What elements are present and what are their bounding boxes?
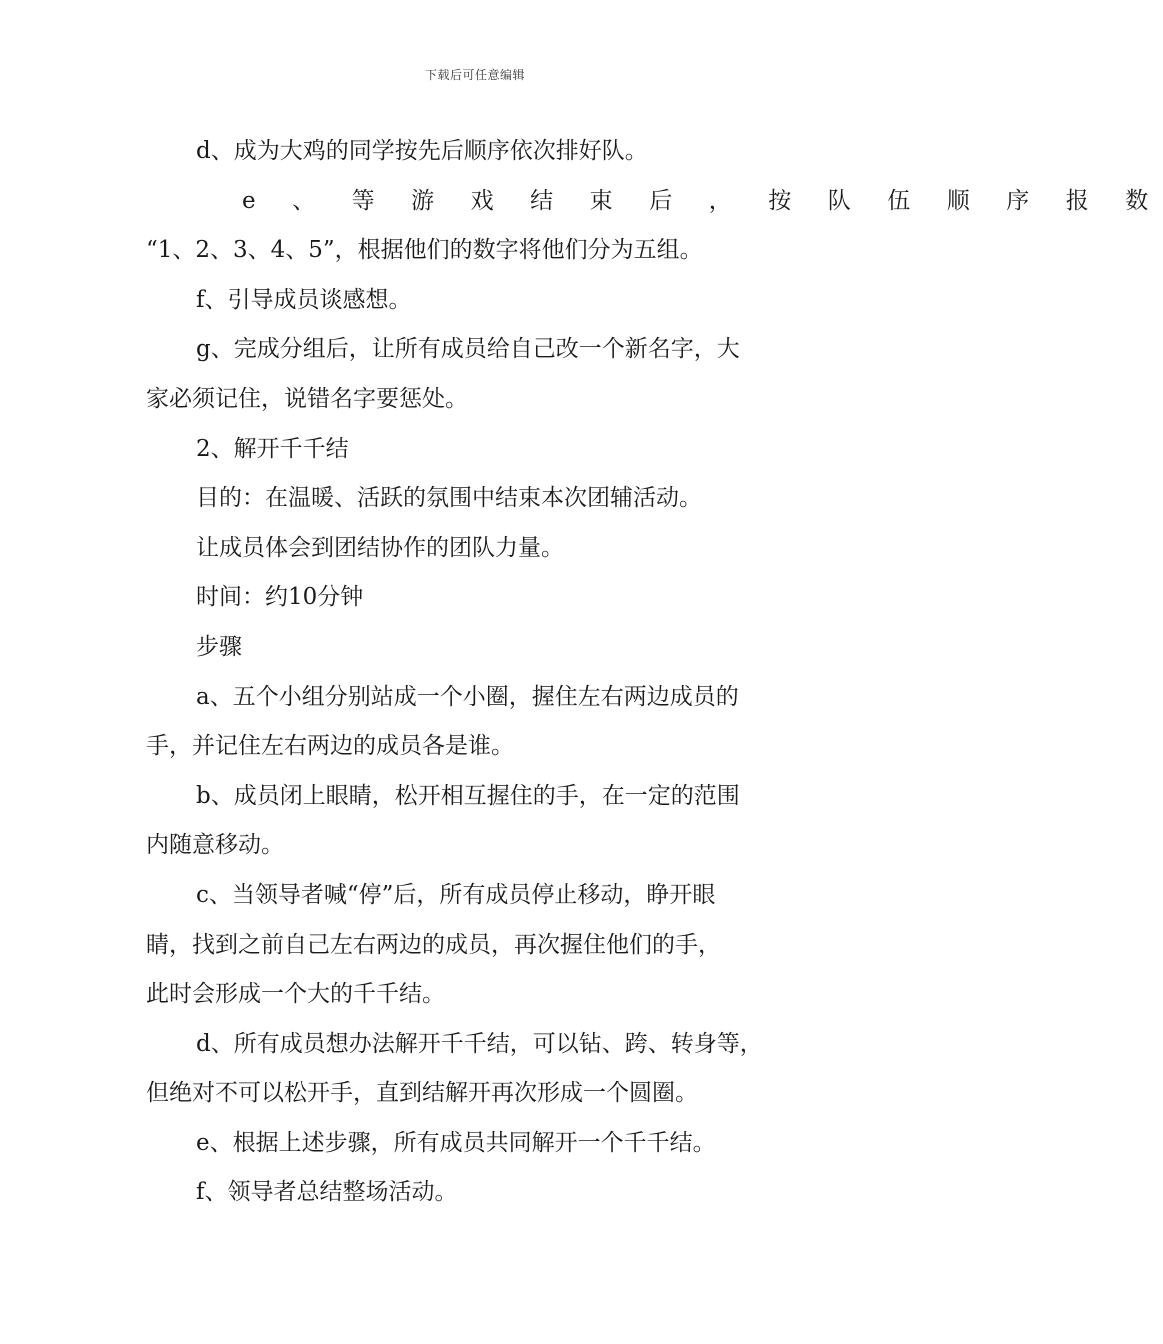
purpose-line-2: 让成员体会到团结协作的团队力量。 [196,534,564,561]
step-b-move-cont: 内随意移动。 [146,832,284,859]
step-g-rename-cont: 家必须记住，说错名字要惩处。 [146,385,468,412]
step-a-circles: a、五个小组分别站成一个小圈，握住左右两边成员的 [196,683,739,710]
purpose-line: 目的：在温暖、活跃的氛围中结束本次团辅活动。 [196,485,702,512]
step-d-untie-cont: 但绝对不可以松开手，直到结解开再次形成一个圆圈。 [146,1080,698,1107]
step-d-untie: d、所有成员想办法解开千千结，可以钻、跨、转身等， [196,1030,763,1057]
step-d-ranking: d、成为大鸡的同学按先后顺序依次排好队。 [196,138,648,164]
step-c-stop-cont: 睛，找到之前自己左右两边的成员，再次握住他们的手， [146,931,721,958]
step-e-count-off: e 、 等 游 戏 结 束 后 ， 按 队 伍 顺 序 报 数 [242,187,1163,214]
section-heading-untie-knot: 2、解开千千结 [196,435,349,462]
page-header: 下载后可任意编辑 [424,68,525,82]
step-c-stop-cont-2: 此时会形成一个大的千千结。 [146,981,445,1008]
step-f-share-feelings: f、引导成员谈感想。 [196,286,412,313]
step-e-count-off-cont: “1、2、3、4、5”，根据他们的数字将他们分为五组。 [146,237,703,264]
steps-heading: 步骤 [196,633,242,660]
step-c-stop: c、当领导者喊“停”后，所有成员停止移动，睁开眼 [196,881,716,908]
step-a-circles-cont: 手，并记住左右两边的成员各是谁。 [146,733,514,760]
document-body [146,127,1163,1218]
step-g-rename: g、完成分组后，让所有成员给自己改一个新名字，大 [196,336,740,363]
step-e-untie-together: e、根据上述步骤，所有成员共同解开一个千千结。 [196,1129,716,1156]
step-b-move: b、成员闭上眼睛，松开相互握住的手，在一定的范围 [196,782,740,809]
step-f-summary: f、领导者总结整场活动。 [196,1179,458,1206]
time-line: 时间：约10分钟 [196,584,364,611]
